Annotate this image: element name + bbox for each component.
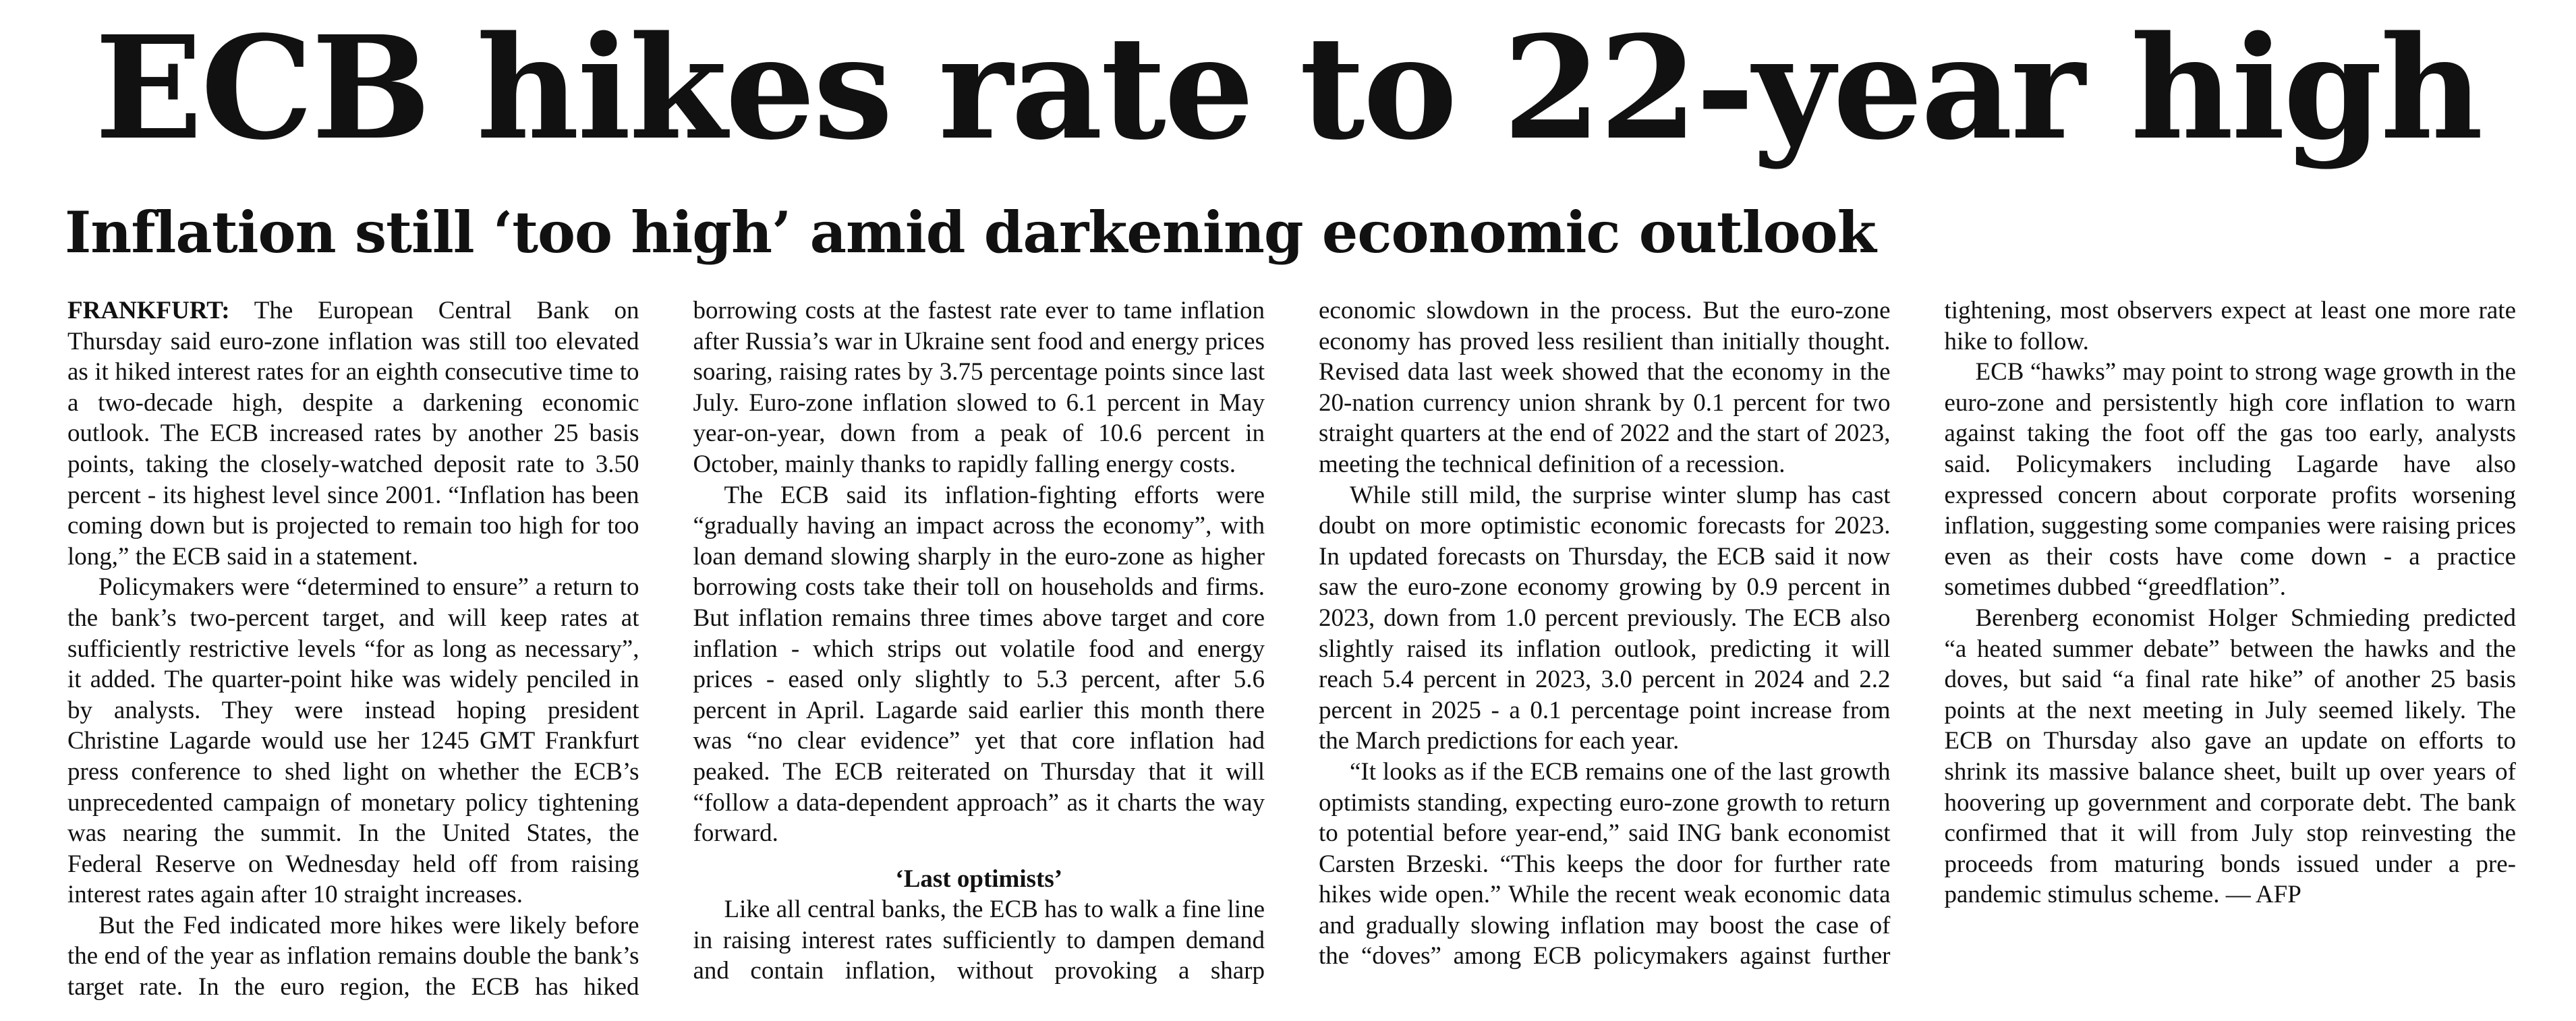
article-paragraph: Policymakers were “determined to ensure” a return to the bank’s two-percent target, and will keep rates at sufficiently restrictive levels “for as long as necessary”, it added. The quarter-point hike was widely penciled in by analysts. They were instead hoping president Christine Lagarde would use her 1245 GMT Frankfurt press conference to shed light on whether the ECB’s unprecedented campaign of monetary policy tightening was nearing the summit. In the United States, the Federal Reserve on Wednesday held off from raising interest rates again after 10 straight increases. [67,573,639,909]
article-paragraph [67,295,639,572]
dateline: FRANKFURT: [67,297,230,324]
article-paragraph: ECB “hawks” may point to strong wage growth in the euro-zone and persistently high core inflation to warn against taking the foot off the gas too early, analysts said. Policymakers including Lagarde have also expressed concern about corporate profits worsening inflation, suggesting some companies were raising prices even as their costs have come down - a practice sometimes dubbed “greedflation”. [1944,358,2516,602]
article-body [67,295,2516,1010]
article-paragraph: “It looks as if the ECB remains one of the last growth optimists standing, expecting euro-zone growth to return to potential before year-end,” said ING bank economist Carsten Brzeski. “This keeps the door for further rate hikes wide open.” While the recent weak economic data and gradually slowing inflation may boost the case of the “doves” among ECB policymakers against further tightening, most observers expect at least one more rate hike to follow. [1319,297,2516,970]
article-paragraph: Berenberg economist Holger Schmieding predicted “a heated summer debate” between the hawks and the doves, but said “a final rate hike” of another 25 basis points at the next meeting in July seemed likely. The ECB on Thursday also gave an update on efforts to shrink its massive balance sheet, built up over years of hoovering up government and corporate debt. The bank confirmed that it will from July stop reinvesting the proceeds from maturing bonds issued under a pre-pandemic stimulus scheme. — AFP [1944,604,2516,909]
paragraph-text: The European Central Bank on Thursday said euro-zone inflation was still too elevated as it hiked interest rates for an eighth consecutive time to a two-decade high, despite a darkening economic outlook. The ECB increased rates by another 25 basis points, taking the closely-watched deposit rate to 3.50 percent - its highest level since 2001. “Inflation has been coming down but is projected to remain too high for too long,” the ECB said in a statement. [67,297,639,571]
subheadline: Inflation still ‘too high’ amid darkening economic outlook [65,199,1876,266]
article-paragraph: Like all central banks, the ECB has to walk a fine line in raising interest rates sufficiently to dampen demand and contain inflation, without provoking a sharp economic slowdown in the process. But the euro-zone economy has proved less resilient than initially thought. Revised data last week showed that the economy in the 20-nation currency union shrank by 0.1 percent for two straight quarters at the end of 2022 and the start of 2023, meeting the technical definition of a recession. [693,297,1891,985]
article-paragraph: But the Fed indicated more hikes were likely before the end of the year as inflation remains double the bank’s target rate. In the euro region, the ECB has hiked borrowing costs at the fastest rate ever to tame inflation after Russia’s war in Ukraine sent food and energy prices soaring, raising rates by 3.75 percentage points since last July. Euro-zone inflation slowed to 6.1 percent in May year-on-year, down from a peak of 10.6 percent in October, mainly thanks to rapidly falling energy costs. [67,297,1265,1001]
crosshead: ‘Last optimists’ [895,865,1063,893]
article-paragraph: The ECB said its inflation-fighting efforts were “gradually having an impact across the economy”, with loan demand slowing sharply in the euro-zone as higher borrowing costs take their toll on households and firms. But inflation remains three times above target and core inflation - which strips out volatile food and energy prices - eased only slightly to 5.3 percent, after 5.6 percent in April. Lagarde said earlier this month there was “no clear evidence” yet that core inflation had peaked. The ECB reiterated on Thursday that it will “follow a data-dependent approach” as it charts the way forward. [693,481,1265,848]
headline: ECB hikes rate to 22-year high [94,5,2482,171]
article-paragraph: While still mild, the surprise winter slump has cast doubt on more optimistic economic forecasts for 2023. In updated forecasts on Thursday, the ECB said it now saw the euro-zone economy growing by 0.9 percent in 2023, down from 1.0 percent previously. The ECB also slightly raised its inflation outlook, predicting it will reach 5.4 percent in 2023, 3.0 percent in 2024 and 2.2 percent in 2025 - a 0.1 percentage point increase from the March predictions for each year. [1319,481,1891,755]
